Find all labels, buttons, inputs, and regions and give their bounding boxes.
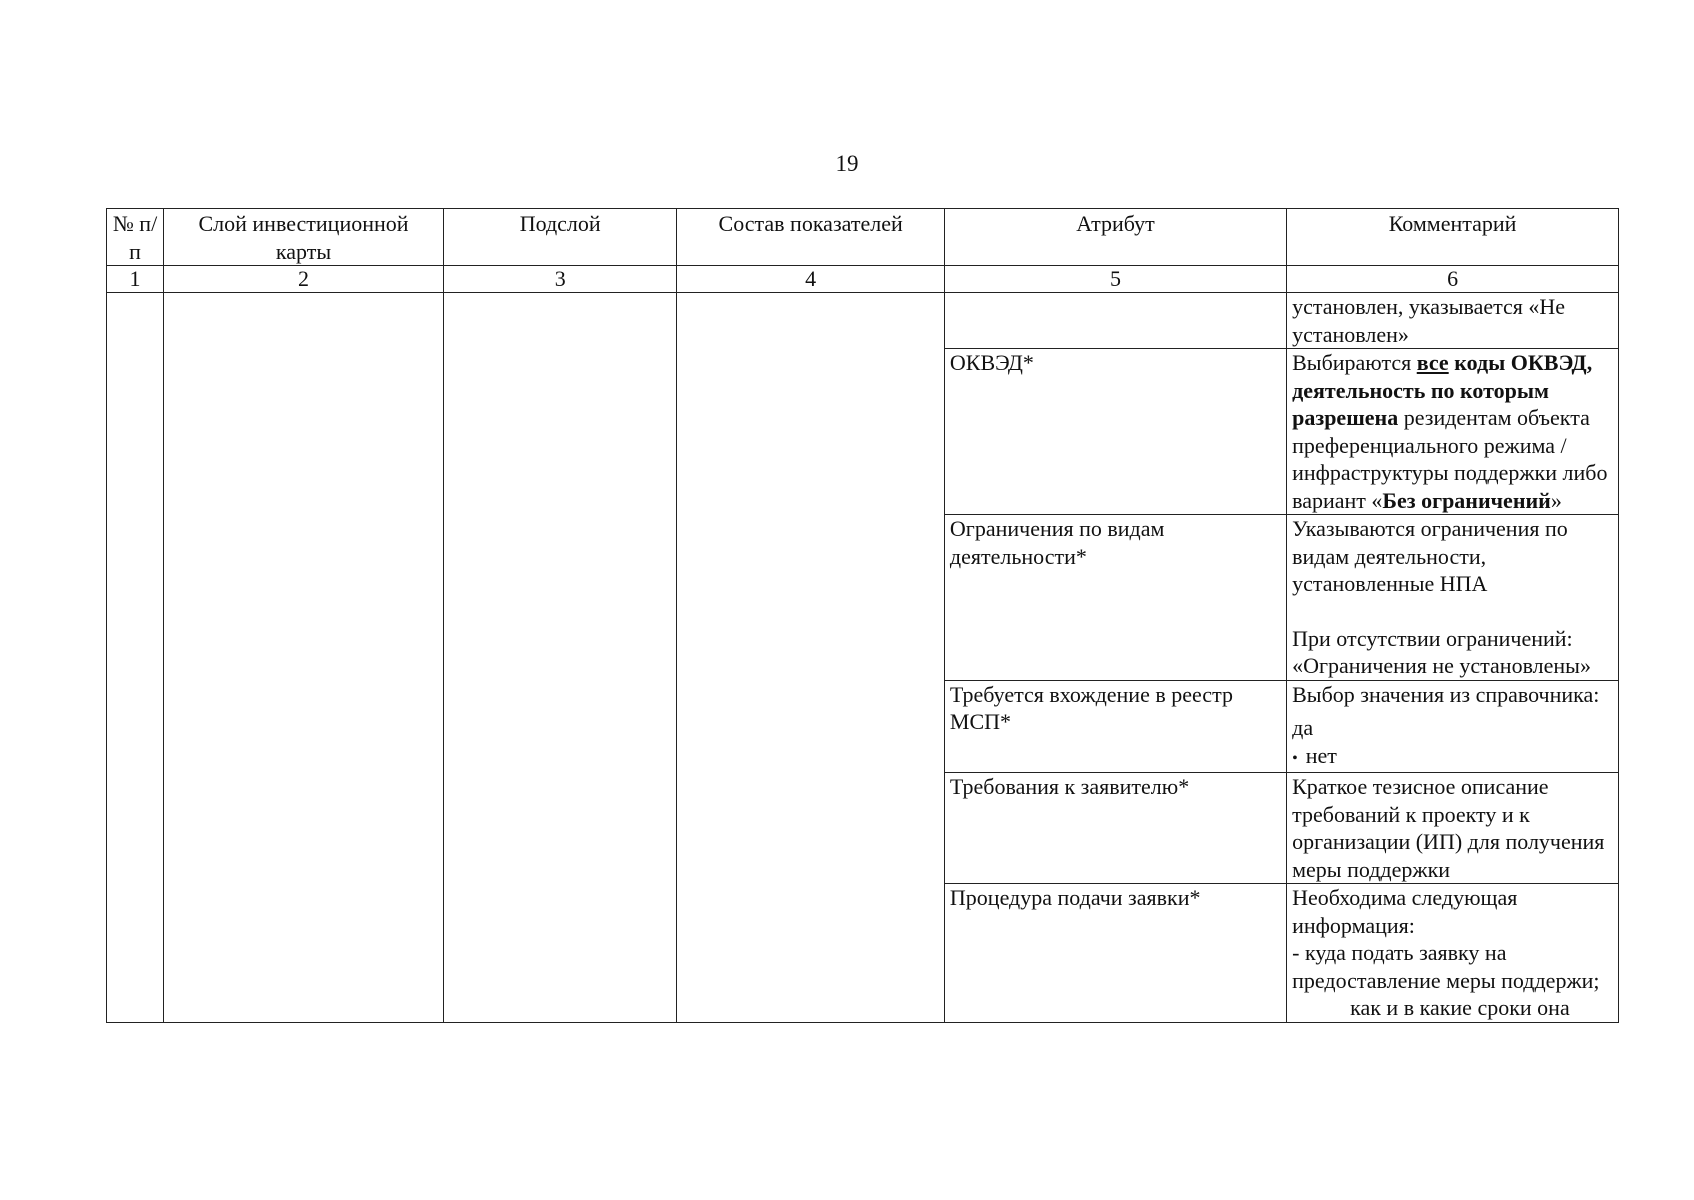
column-number: 2 [164,266,444,293]
page-number: 19 [835,151,859,176]
cell-attribute: Процедура подачи заявки* [944,884,1286,1023]
cell-attribute: ОКВЭД* [944,349,1286,515]
header-comment: Комментарий [1287,209,1619,266]
option-text: нет [1305,742,1337,768]
cell-attribute: Требования к заявителю* [944,773,1286,884]
cell-layer-empty [164,293,444,1023]
comment-paragraph: Выбор значения из справочника: [1292,681,1600,707]
cell-comment: установлен, указывается «Не установлен» [1287,293,1619,349]
comment-text: » [1550,487,1562,513]
comment-paragraph: Необходима следующая информация: [1292,885,1518,938]
cell-comment [1287,349,1619,515]
comment-paragraph: При отсутствии ограничений: «Ограничения не установлены» [1292,625,1591,678]
header-sublayer: Подслой [444,209,677,266]
comment-list-item: как и в какие сроки она [1350,995,1570,1020]
comment-list-item: - куда подать заявку на предоставление меры поддержи; [1292,940,1600,993]
header-layer: Слой инвестиционной карты [164,209,444,266]
table-header-row [107,209,1619,266]
header-composition: Состав показателей [677,209,945,266]
cell-comment [1287,515,1619,681]
table-row [107,293,1619,349]
cell-composition-empty [677,293,945,1023]
bullet-icon: • [1292,749,1298,767]
column-number: 3 [444,266,677,293]
column-number-row [107,266,1619,293]
option-item: да [1292,715,1314,740]
comment-paragraph: Указываются ограничения по видам деятельности, установленные НПА [1292,516,1568,596]
comment-text: Выбираются [1292,350,1417,375]
paragraph-gap [1292,598,1613,625]
cell-no-empty [107,293,164,1023]
column-number: 5 [944,266,1286,293]
comment-text: резидентам объекта преференциального режима / инфраструктуры поддержки либо вариант « [1292,405,1608,513]
column-number: 6 [1287,266,1619,293]
header-attribute: Атрибут [944,209,1286,266]
header-no: № п/п [107,209,164,266]
cell-sublayer-empty [444,293,677,1023]
comment-bold: Без ограничений [1382,487,1551,513]
cell-attribute: Ограничения по видам деятельности* [944,515,1286,681]
cell-attribute [944,293,1286,349]
comment-bold-underlined: все [1416,350,1449,375]
cell-attribute: Требуется вхождение в реестр МСП* [944,680,1286,773]
option-item [1292,742,1613,773]
cell-comment [1287,680,1619,773]
comment-bold: коды ОКВЭД, деятельность по которым разрешена [1292,350,1593,430]
document-table [106,208,1619,1023]
cell-comment [1287,884,1619,1023]
cell-comment: Краткое тезисное описание требований к проекту и к организации (ИП) для получения меры поддержки [1287,773,1619,884]
column-number: 1 [107,266,164,293]
column-number: 4 [677,266,945,293]
